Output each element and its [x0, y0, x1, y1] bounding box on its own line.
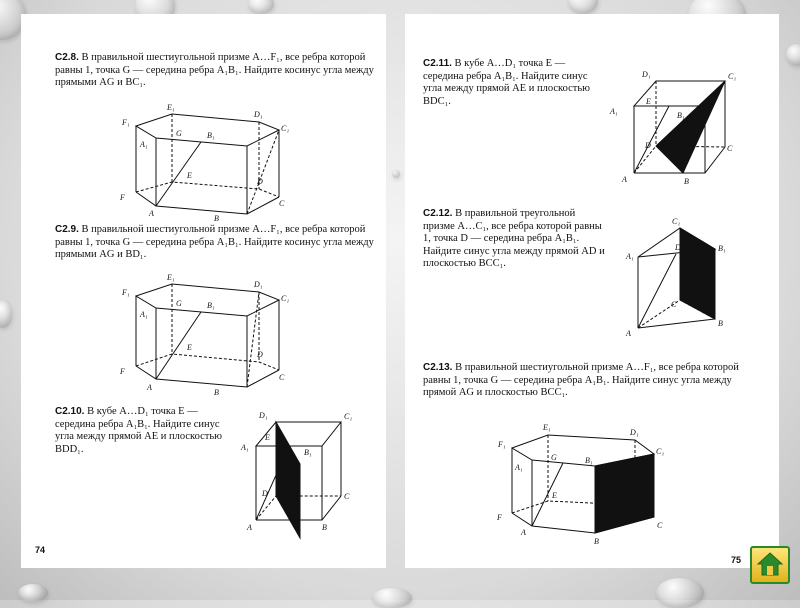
vertex-label: D₁: [642, 70, 651, 79]
vertex-label: A₁: [515, 463, 523, 472]
vertex-label: C₁: [344, 412, 353, 421]
book-page-right: [405, 14, 779, 568]
vertex-label: A: [149, 209, 154, 218]
vertex-label: B₁: [718, 244, 726, 253]
vertex-label: F: [120, 367, 125, 376]
vertex-label: F: [120, 193, 125, 202]
water-drop: [372, 588, 412, 608]
home-icon: [756, 551, 784, 577]
vertex-label: E: [187, 343, 192, 352]
vertex-label: E: [265, 433, 270, 442]
vertex-label: A: [521, 528, 526, 537]
vertex-label: D₁: [254, 280, 263, 289]
vertex-label: E₁: [167, 273, 175, 282]
vertex-label: A: [626, 329, 631, 338]
problem-text: В кубе A…D₁ точка E — середина ребра A₁B₁. Найдите синус угла между прямой AE и плоскостью BDD₁.: [55, 406, 223, 455]
vertex-label: E₁: [543, 423, 551, 432]
problem-id: С2.9.: [55, 224, 79, 235]
problem-text: В кубе A…D₁ точка E — середина ребра A₁B₁. Найдите синус угла между прямой AE и плоскостью BDC₁.: [423, 58, 591, 107]
vertex-label: B: [684, 177, 689, 186]
vertex-label: E: [187, 171, 192, 180]
vertex-label: B: [594, 537, 599, 546]
vertex-label: D: [629, 497, 635, 506]
problem-text: В правильной шестиугольной призме A…F₁, все ребра которой равны 1, точка G — середина ребра A₁B₁. Найдите косинус угла между прямыми AG и BC₁.: [55, 52, 374, 88]
water-drop: [18, 584, 48, 602]
vertex-label: C: [344, 492, 350, 501]
problem-text: В правильной шестиугольной призме A…F₁, все ребра которой равны 1, точка G — середина ребра A₁B₁. Найдите косинус угла между прямыми AG и BD₁.: [55, 224, 374, 260]
vertex-label: F₁: [498, 440, 506, 449]
vertex-label: C₁: [728, 72, 737, 81]
vertex-label: C₁: [281, 294, 290, 303]
vertex-label: G: [176, 129, 182, 138]
vertex-label: A₁: [241, 443, 249, 452]
vertex-label: A: [147, 383, 152, 392]
vertex-label: A₁: [140, 310, 148, 319]
vertex-label: C: [279, 199, 285, 208]
vertex-label: C: [727, 144, 733, 153]
water-drop: [786, 44, 800, 66]
vertex-label: D: [257, 350, 263, 359]
problem-id: С2.8.: [55, 52, 79, 63]
vertex-label: D₁: [254, 110, 263, 119]
vertex-label: D₁: [259, 411, 268, 420]
problem-id: С2.12.: [423, 208, 453, 219]
vertex-label: A₁: [626, 252, 634, 261]
vertex-label: G: [551, 453, 557, 462]
vertex-label: D₁: [630, 428, 639, 437]
problem-text: В правильной треугольной призме A…C₁, все ребра которой равны 1, точка D — середина ребра A₁B₁. Найдите синус угла между прямой AD и плоскостью BCC₁.: [423, 208, 605, 269]
water-drop: [392, 170, 400, 178]
vertex-label: G: [176, 299, 182, 308]
vertex-label: C: [657, 521, 663, 530]
vertex-label: D: [257, 177, 263, 186]
vertex-label: B₁: [207, 301, 215, 310]
problem-text: В правильной шестиугольной призме A…F₁, все ребра которой равны 1, точка G — середина ребра A₁B₁. Найдите синус угла между прямой AG и плоскостью BCC₁.: [423, 362, 739, 398]
page-number: 74: [35, 545, 46, 555]
water-drop: [0, 300, 12, 328]
vertex-label: C₁: [656, 447, 665, 456]
problem-id: С2.13.: [423, 362, 453, 373]
vertex-label: A₁: [610, 107, 618, 116]
water-drop: [656, 578, 704, 608]
cube-figure-1: [21, 14, 386, 568]
vertex-label: C: [279, 373, 285, 382]
home-button[interactable]: [750, 546, 790, 584]
vertex-label: B: [322, 523, 327, 532]
vertex-label: D: [645, 141, 651, 150]
vertex-label: E₁: [167, 103, 175, 112]
vertex-label: E: [646, 97, 651, 106]
problem-id: С2.10.: [55, 406, 85, 417]
vertex-label: C₁: [672, 217, 681, 226]
hex-prism-figure-3: [405, 14, 779, 568]
vertex-label: A: [247, 523, 252, 532]
vertex-label: A: [622, 175, 627, 184]
page-number: 75: [731, 555, 742, 565]
vertex-label: D: [262, 489, 268, 498]
vertex-label: F₁: [122, 118, 130, 127]
vertex-label: B: [214, 388, 219, 397]
vertex-label: B₁: [207, 131, 215, 140]
problem-id: С2.11.: [423, 58, 452, 69]
vertex-label: E: [552, 491, 557, 500]
vertex-label: B₁: [585, 456, 593, 465]
vertex-label: F₁: [122, 288, 130, 297]
vertex-label: B: [718, 319, 723, 328]
vertex-label: A₁: [140, 140, 148, 149]
vertex-label: B₁: [677, 111, 685, 120]
vertex-label: C₁: [281, 124, 290, 133]
vertex-label: D: [675, 243, 681, 252]
vertex-label: C: [671, 300, 677, 309]
vertex-label: B₁: [304, 448, 312, 457]
water-drop: [568, 0, 598, 14]
vertex-label: B: [214, 214, 219, 223]
book-page-left: [21, 14, 386, 568]
water-drop: [248, 0, 274, 14]
vertex-label: F: [497, 513, 502, 522]
